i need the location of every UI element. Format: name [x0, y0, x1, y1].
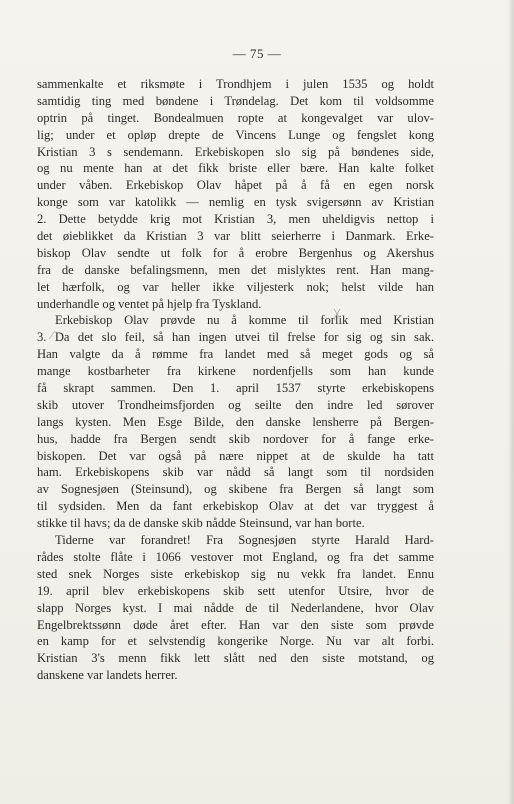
text-line: 19. april blev erkebiskopens skib sett utenfor Utsire, hvor de	[37, 583, 434, 598]
text-line: fra de danske befalingsmenn, men det mislyktes rent. Han mang-	[37, 262, 434, 277]
text-line: Tiderne var forandret! Fra Sognesjøen styrte Harald Hard-	[55, 533, 434, 548]
page-edge-shadow	[508, 0, 514, 804]
text-line: det øieblikket da Kristian 3 var blitt seierherre i Danmark. Erke-	[37, 229, 434, 244]
page-number: — 75 —	[232, 46, 282, 61]
text-line: av Sognesjøen (Steinsund), og skibene fra Bergen så langt som	[37, 482, 434, 497]
text-line: biskop Olav sendte ut folk for å erobre Bergenhus og Akershus	[37, 245, 434, 260]
text-line: under våben. Erkebiskop Olav håpet på å få en egen norsk	[37, 178, 434, 193]
text-line: slapp Norges kyst. I mai nådde de til Nederlandene, hvor Olav	[37, 600, 434, 615]
text-line: og nu mente han at det fikk briste eller bære. Han kalte folket	[37, 161, 434, 176]
text-line: optrin på tinget. Bondealmuen ropte at kongevalget var ulov-	[37, 110, 434, 125]
text-line: en kamp for et selvstendig kongerike Norge. Nu var alt forbi.	[37, 634, 434, 649]
paragraph-2	[37, 312, 434, 532]
text-line: langs kysten. Men Esge Bilde, den danske lensherre på Bergen-	[37, 414, 434, 429]
text-line: Kristian 3 s sendemann. Erkebiskopen slo sig på bøndenes side,	[37, 144, 434, 159]
text-line: hus, hadde fra Bergen sendt skib nordover for å fange erke-	[37, 431, 434, 446]
text-line: til sydsiden. Men da fant erkebiskop Olav at det var tryggest å	[37, 499, 434, 514]
text-line: konge som var katolikk — nemlig en tysk svigersønn av Kristian	[37, 195, 434, 210]
body-text	[37, 76, 434, 684]
text-line: Kristian 3's menn fikk lett slått ned den siste motstand, og	[37, 651, 434, 666]
text-line: 3. Da det slo feil, så han ingen utvei til frelse for sig og sin sak.	[37, 330, 434, 345]
text-line: lig; under et opløp drepte de Vincens Lunge og fengslet kong	[37, 127, 434, 142]
text-line: biskopen. Det var også på nære nippet at de skulde ha tatt	[37, 448, 434, 463]
paragraph-1	[37, 76, 434, 312]
text-line: skib utover Trondheimsfjorden og seilte den indre led sørover	[37, 397, 434, 412]
text-line: Engelbrektssønn døde året efter. Han var den siste som prøvde	[37, 617, 434, 632]
text-line: 2. Dette betydde krig mot Kristian 3, men uheldigvis nettop i	[37, 212, 434, 227]
pencil-mark-icon	[48, 330, 56, 343]
text-line: mange kostbarheter fra kirkene nordenfjells som han kunde	[37, 364, 434, 379]
pencil-mark-icon	[332, 308, 342, 323]
paragraph-3	[37, 532, 434, 684]
text-line: underhandle og ventet på hjelp fra Tyskland.	[37, 296, 262, 311]
text-line: stikke til havs; da de danske skib nådde Steinsund, var han borte.	[37, 516, 365, 531]
text-line: sammenkalte et riksmøte i Trondhjem i julen 1535 og holdt	[37, 77, 434, 91]
text-line: danskene var landets herrer.	[37, 668, 178, 683]
text-line: let hærfolk, og var heller ikke viljesterk nok; helst vilde han	[37, 279, 434, 294]
text-line: sted snek Norges siste erkebiskop sig nu vekk fra landet. Ennu	[37, 566, 434, 581]
text-line: samtidig ting med bøndene i Trøndelag. Det kom til voldsomme	[37, 93, 434, 108]
text-line: ham. Erkebiskopens skib var nådd så langt som til nordsiden	[37, 465, 434, 480]
text-line: få skrapt sammen. Den 1. april 1537 styrte erkebiskopens	[37, 381, 434, 396]
text-line: Han valgte da å rømme fra landet med så meget gods og så	[37, 347, 434, 362]
text-line: Erkebiskop Olav prøvde nu å komme til forlik med Kristian	[55, 313, 434, 328]
text-line: rådes stolte flåte i 1066 vestover mot England, og fra det samme	[37, 549, 434, 564]
